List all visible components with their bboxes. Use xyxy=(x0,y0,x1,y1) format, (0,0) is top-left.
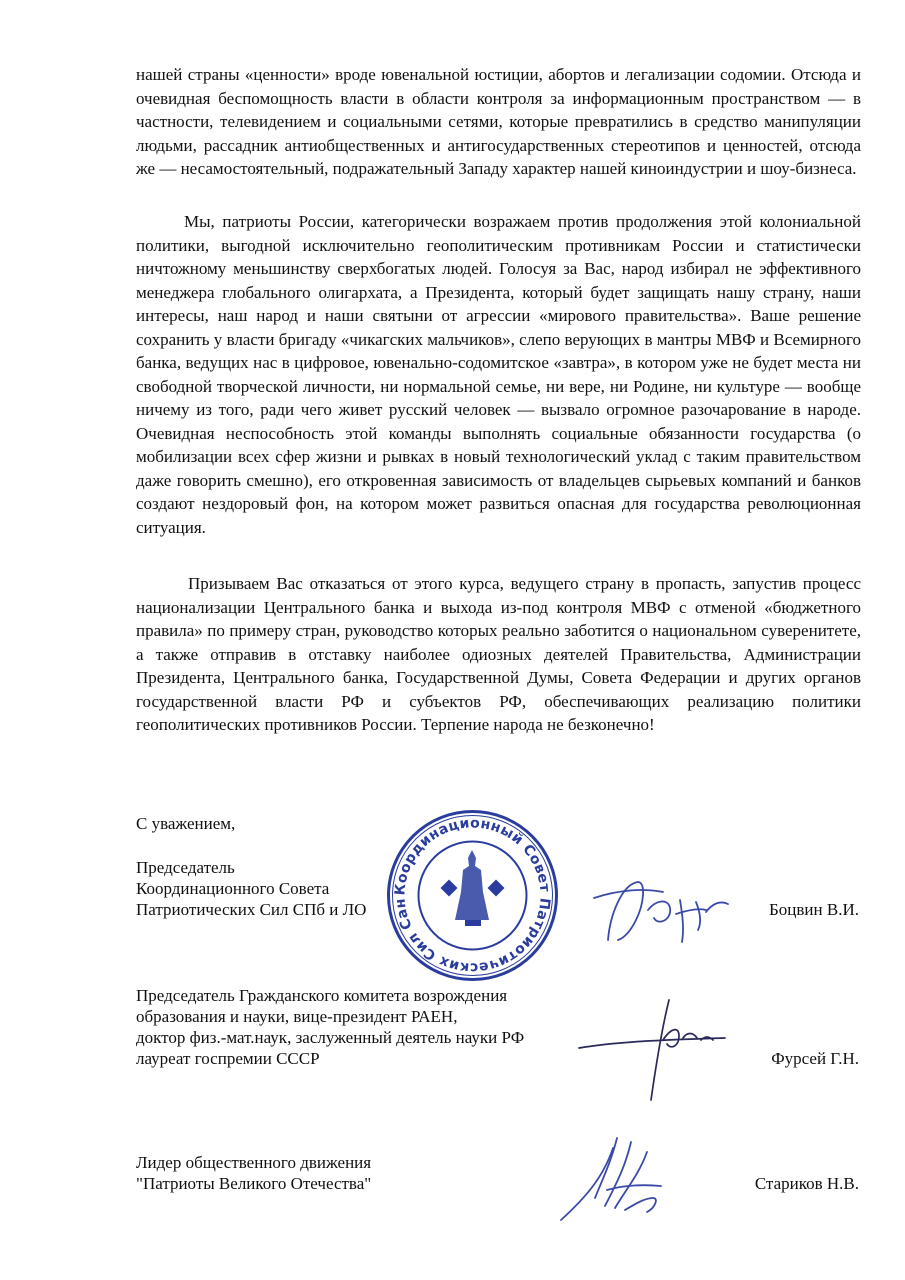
signatory-2-title-line-4: лауреат госпремии СССР xyxy=(136,1049,320,1068)
signature-1-icon xyxy=(588,870,738,950)
signatory-1-name: Боцвин В.И. xyxy=(769,900,859,919)
closing-salutation: С уважением, xyxy=(136,814,236,833)
signatory-2-title-line-3: доктор физ.-мат.наук, заслуженный деятель науки РФ xyxy=(136,1028,525,1047)
stamp-text: Координационный Совет Патриотических Сил Санкт-Петербурга и ЛО xyxy=(378,796,553,976)
signatory-1-title-line-2: Координационного Совета xyxy=(136,879,330,898)
signatory-1-title-line-3: Патриотических Сил СПб и ЛО xyxy=(136,900,367,919)
signature-3-icon xyxy=(555,1128,675,1228)
organization-stamp xyxy=(378,796,560,983)
signatory-2-name: Фурсей Г.Н. xyxy=(771,1049,859,1068)
letter-paragraph-1: нашей страны «ценности» вроде ювенальной юстиции, абортов и легализации содомии. Отсюда и очевидная беспомощность власти в области контроля за информационным пространством — в частности, телевидением и социальными сетями, которые превратились в средство манипуляции людьми, рассадник антиобщественных и антигосударственных стереотипов и ценностей, отсюда же — несамостоятельный, подражательный Западу характер нашей киноиндустрии и шоу-бизнеса. xyxy=(136,65,861,178)
signatory-3-name: Стариков Н.В. xyxy=(754,1174,859,1193)
signatory-3-title-line-1: Лидер общественного движения xyxy=(136,1153,372,1172)
signatory-2-title-line-2: образования и науки, вице-президент РАЕН, xyxy=(136,1007,458,1026)
signature-2-icon xyxy=(575,992,735,1102)
stamp-emblem-icon xyxy=(441,850,505,926)
signatory-2-title-line-1: Председатель Гражданского комитета возрождения xyxy=(136,986,508,1005)
signatory-3-title-line-2: "Патриоты Великого Отечества" xyxy=(136,1174,372,1193)
letter-paragraph-3: Призываем Вас отказаться от этого курса, ведущего страну в пропасть, запустив процесс национализации Центрального банка и выхода из-под контроля МВФ с отменой «бюджетного правила» по примеру стран, руководство которых реально заботится о национальном суверенитете, а также отправив в отставку наиболее одиозных деятелей Правительства, Администрации Президента, Центрального банка, Государственной Думы, Совета Федерации и других органов государственной власти РФ и субъектов РФ, обеспечивающих реализацию политики геополитических противников России. Терпение народа не безконечно! xyxy=(136,574,861,734)
signatory-1-title-line-1: Председатель xyxy=(136,858,235,877)
letter-paragraph-2: Мы, патриоты России, категорически возражаем против продолжения этой колониальной политики, выгодной исключительно геополитическим противникам России и статистически ничтожному меньшинству сверхбогатых людей. Голосуя за Вас, народ избирал не эффективного менеджера глобального олигархата, а Президента, который будет защищать нашу страну, наши интересы, наш народ и наши святыни от агрессии «мирового правительства». Ваше решение сохранить у власти бригаду «чикагских мальчиков», слепо верующих в мантры МВФ и Всемирного банка, ведущих нас в цифровое, ювенально-содомитское «завтра», в котором уже не будет места ни свободной творческой личности, ни нормальной семье, ни вере, ни Родине, ни культуре — вообще ничему из того, ради чего живет русский человек — вызвало огромное разочарование в народе. Очевидная неспособность этой команды выполнять социальные обязанности государства (о мобилизации всех сфер жизни и рывках в новый технологический уклад с таким правительством даже говорить смешно), его откровенная зависимость от владельцев сырьевых компаний и банков создают нездоровый фон, на котором может развиться опасная для государства революционная ситуация. xyxy=(136,212,861,537)
